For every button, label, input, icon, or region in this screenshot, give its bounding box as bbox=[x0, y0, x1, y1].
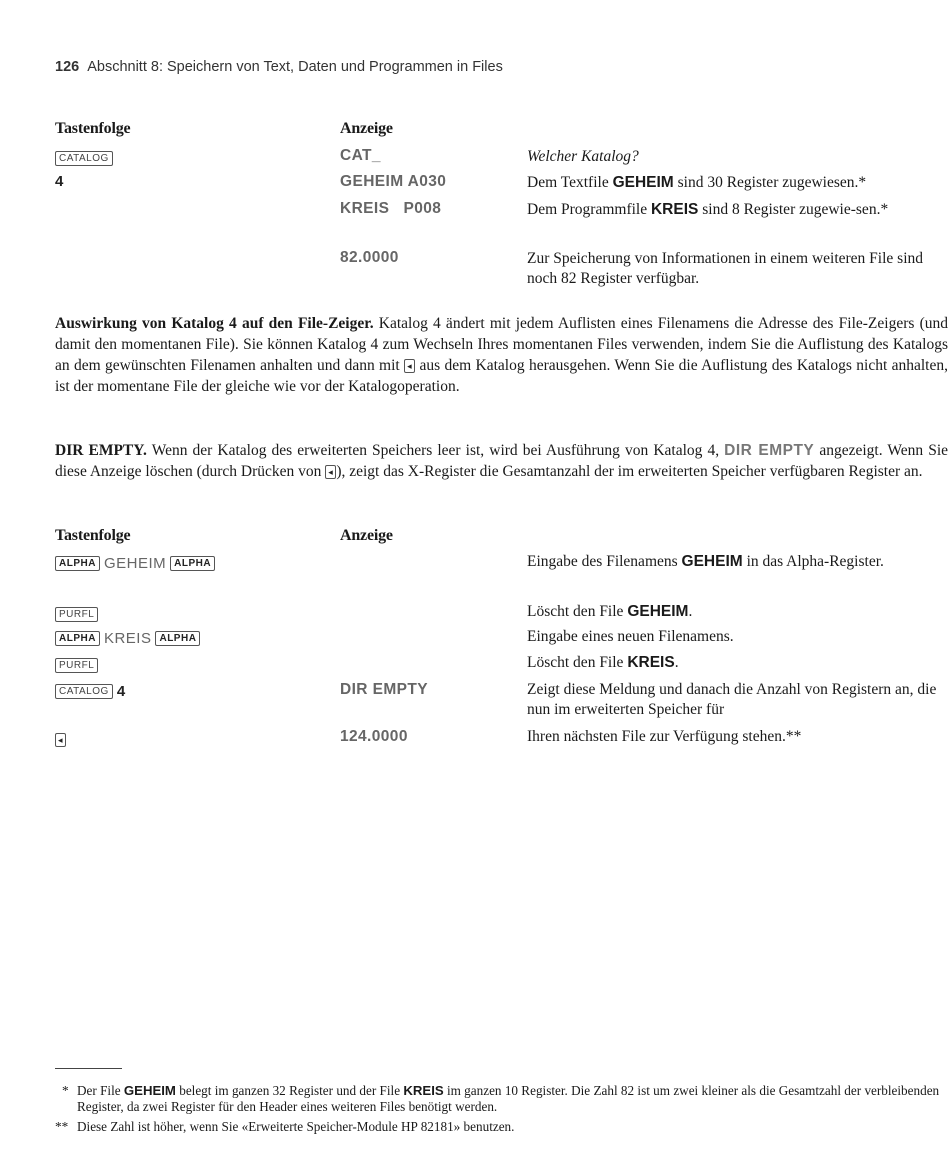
back-arrow-key: ◂ bbox=[404, 359, 415, 373]
page-number: 126 bbox=[55, 59, 80, 75]
row-description: Löscht den File KREIS. bbox=[527, 654, 679, 671]
typed-text: GEHEIM bbox=[103, 554, 167, 572]
alpha-key: ALPHA bbox=[55, 556, 100, 571]
display-readout: 124.0000 bbox=[340, 728, 408, 745]
column-header-display: Anzeige bbox=[340, 527, 393, 544]
paragraph-dir-empty: DIR EMPTY. Wenn der Katalog des erweiterten Speichers leer ist, wird bei Ausführung von Katalog 4, DIR EMPTY angezeigt. Wenn Sie diese Anzeige löschen (durch Drücken von ◂ ), zeigt das X-Register die Gesamtanzahl der im erweiterten Speicher verfügbaren Register an. bbox=[55, 442, 949, 480]
row-description: Dem Programmfile KREIS sind 8 Register zugewie-sen.* bbox=[527, 201, 889, 218]
column-header-keys: Tastenfolge bbox=[55, 120, 131, 137]
page-header bbox=[55, 59, 503, 75]
key-four: 4 bbox=[116, 682, 126, 700]
alpha-key: ALPHA bbox=[55, 631, 100, 646]
row-description: Welcher Katalog? bbox=[527, 148, 639, 165]
table-row bbox=[55, 629, 200, 647]
back-arrow-key: ◂ bbox=[55, 733, 66, 747]
table-row bbox=[55, 682, 125, 700]
column-header-display: Anzeige bbox=[340, 120, 393, 137]
display-readout: KREIS P008 bbox=[340, 200, 442, 217]
footnote-marker: ** bbox=[55, 1119, 69, 1134]
row-description: Eingabe des Filenamens GEHEIM in das Alpha-Register. bbox=[527, 553, 884, 570]
row-description: Dem Textfile GEHEIM sind 30 Register zugewiesen.* bbox=[527, 174, 867, 191]
table-row bbox=[55, 605, 98, 623]
display-readout: GEHEIM A030 bbox=[340, 173, 447, 190]
typed-text: KREIS bbox=[103, 629, 152, 647]
catalog-key: CATALOG bbox=[55, 151, 113, 166]
purfl-key: PURFL bbox=[55, 658, 98, 673]
footnote-marker: * bbox=[62, 1083, 69, 1098]
display-readout: DIR EMPTY bbox=[340, 681, 428, 698]
column-header-keys: Tastenfolge bbox=[55, 527, 131, 544]
row-description: Zur Speicherung von Informationen in einem weiteren File sind noch 82 Register verfügbar. bbox=[527, 250, 924, 287]
alpha-key: ALPHA bbox=[155, 631, 200, 646]
footnote-1: Der File GEHEIM belegt im ganzen 32 Register und der File KREIS im ganzen 10 Register. Die Zahl 82 ist um zwei kleiner als die Gesamtzahl der verbleibenden Register, da zwei Register für den Header eines weiteren Files benötigt werden. bbox=[77, 1083, 940, 1114]
footnote-2: Diese Zahl ist höher, wenn Sie «Erweiterte Speicher-Module HP 82181» benutzen. bbox=[77, 1119, 515, 1134]
table-row bbox=[55, 656, 98, 674]
row-description: Ihren nächsten File zur Verfügung stehen.** bbox=[527, 728, 802, 745]
row-description: Löscht den File GEHEIM. bbox=[527, 603, 693, 620]
catalog-key: CATALOG bbox=[55, 684, 113, 699]
display-readout: CAT_ bbox=[340, 147, 381, 164]
row-description: Zeigt diese Meldung und danach die Anzahl von Registern an, die nun im erweiterten Speicher für bbox=[527, 681, 937, 718]
section-title: Abschnitt 8: Speichern von Text, Daten und Programmen in Files bbox=[87, 59, 503, 75]
table-row bbox=[55, 554, 215, 572]
table-row bbox=[55, 731, 66, 749]
purfl-key: PURFL bbox=[55, 607, 98, 622]
paragraph-file-pointer: Auswirkung von Katalog 4 auf den File-Zeiger. Katalog 4 ändert mit jedem Auflisten eines Filenamens die Adresse des File-Zeigers (und damit den momentanen File). Sie können Katalog 4 zum Wechseln Ihres momentanen Files verwenden, indem Sie die Auflistung des Katalogs an dem gewünschten Filenamen anhalten und dann mit ◂ aus dem Katalog herausgehen. Wenn Sie die Auflistung des Katalogs nicht anhalten, ist der momentane File der gleiche wie vor der Katalogoperation. bbox=[55, 315, 948, 395]
back-arrow-key: ◂ bbox=[325, 465, 336, 479]
footnote-rule bbox=[55, 1068, 122, 1069]
key-four: 4 bbox=[55, 173, 64, 190]
row-description: Eingabe eines neuen Filenamens. bbox=[527, 628, 734, 645]
alpha-key: ALPHA bbox=[170, 556, 215, 571]
display-readout: 82.0000 bbox=[340, 249, 399, 266]
table-row bbox=[55, 149, 113, 167]
